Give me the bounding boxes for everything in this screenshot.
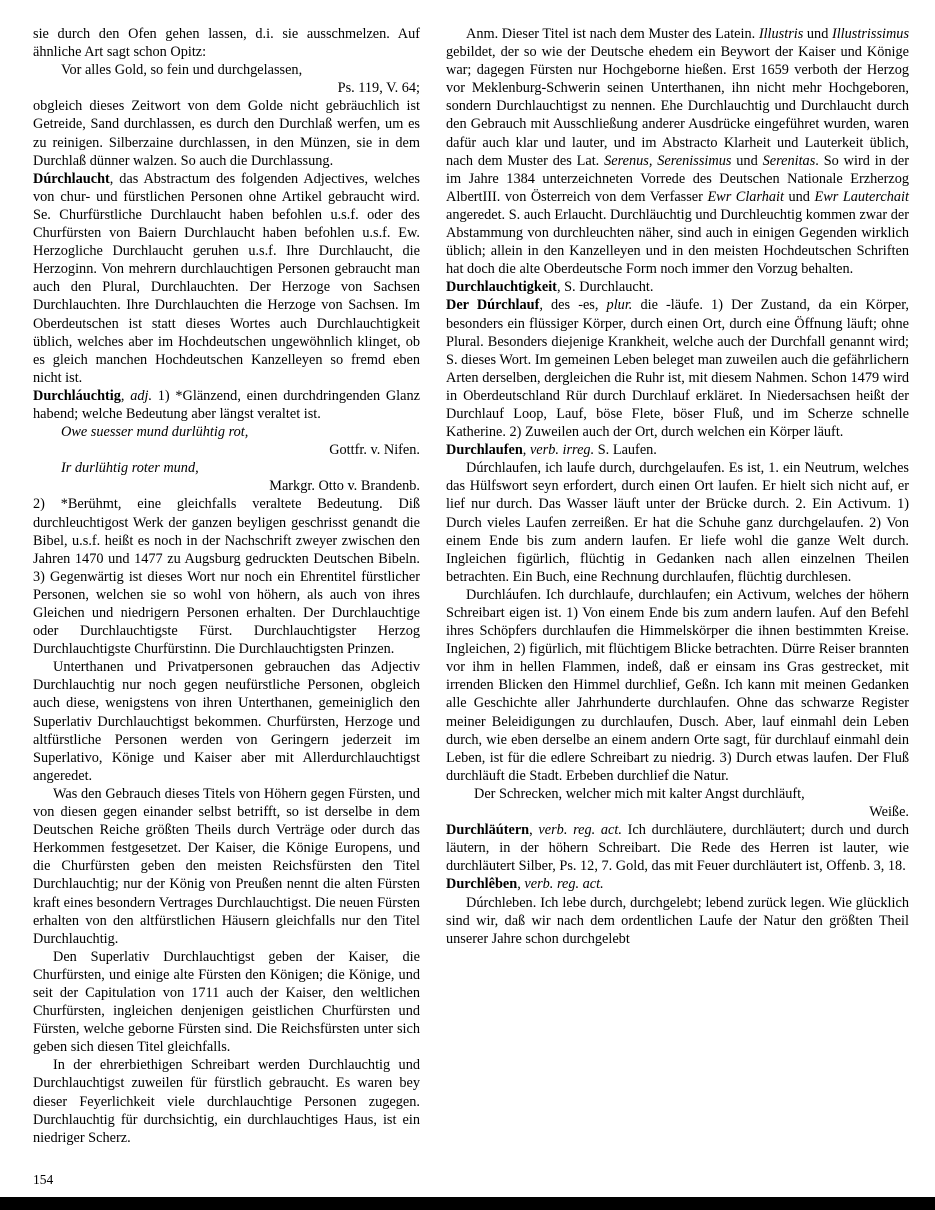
paragraph: [33, 495, 420, 658]
text-segment: und: [803, 26, 832, 42]
verse-line: [33, 459, 420, 477]
text-segment: verb. irreg.: [529, 442, 595, 459]
verse-line: [33, 61, 420, 79]
paragraph: [446, 25, 909, 278]
entry-headword: Dúrchlaucht: [33, 170, 110, 187]
text-segment: Ir durlühtig roter mund,: [61, 460, 199, 477]
text-segment: Was den Gebrauch dieses Titels von Höhern gegen Fürsten, und von diesen gegen einander selbst betrifft, so ist derselbe in dem Deutschen Reiche größten Theils durch Verträge oder durch das Herkommen festgesetzet. Der Kaiser, die Könige Europens, und die Churfürsten geben den meisten Reichsfürsten den Titel Durchlauchtig; nur der König von Preußen nennt die alten Fürsten kraft eines besondern Vertrages Durchlauchtigst. Die neuen Fürsten erhalten von den altfürstlichen Häusern gleichfalls nur den Titel Durchlauchtig.: [33, 785, 420, 947]
text-columns: [33, 25, 909, 1147]
text-segment: Markgr. Otto v. Brandenb.: [269, 478, 420, 495]
text-segment: gebildet, der so wie der Deutsche ehedem ein Beywort der Kaiser und Könige war; dagegen Fürsten nur Hochgeborne hießen. Erst 1659 verboth der Herzog vor Meklenburg-Schwerin seinen Unterthanen, ihn nicht mehr Hochgeboren, sondern Durchlauchtigst zu nennen. Ehe Durchlauchtig und Durchlaucht durch den Gebrauch mit Ausschließung anderer Ausdrücke eingeführet wurden, waren dafür auch klar und lauter, und im Abstracto Klarheit und Lauterkeit üblich, nach dem Muster des Lat.: [446, 44, 909, 169]
paragraph: [33, 387, 420, 423]
text-segment: Ich durchläutere, durchläutert; durch und durch läutern, in der höhern Schreibart. Die Rede des Herren ist lauter, wie durchläutert Silber, Ps. 12, 7. Gold, das mit Feuer durchläutert ist, Offenb. 3, 18.: [446, 822, 909, 875]
paragraph: [446, 296, 909, 441]
text-segment: Ewr Clarhait: [707, 188, 784, 205]
text-segment: 2) *Berühmt, eine gleichfalls veraltete Bedeutung. Diß durchleuchtigost Werk der ganzen beyligen geschrisst genandt die Bibel, u.s.f. heißt es noch in der Nachschrift zweyer zwischen den Jahren 1470 und 1477 zu Augsburg gedruckten Deutschen Bibeln. 3) Gegenwärtig ist dieses Wort nur noch ein Ehrentitel fürstlicher Personen, welchen sie so wohl von höhern, als auch von ihres Gleichen und niedrigern Personen erhalten. Der Durchlauchtige oder Durchlauchtigste Fürst. Durchlauchtigster Herzog Durchlauchtigste Churfürstinn. Die Durchlauchtigsten Prinzen.: [33, 496, 420, 658]
entry-headword: Durchlaufen: [446, 442, 523, 459]
text-segment: sie durch den Ofen gehen lassen, d.i. sie ausschmelzen. Auf ähnliche Art sagt schon Opitz:: [33, 26, 420, 61]
entry-headword: Durchlêben: [446, 876, 518, 893]
citation-attribution: [33, 79, 420, 97]
paragraph: [446, 459, 909, 586]
citation-attribution: [446, 803, 909, 821]
text-segment: verb. reg. act.: [524, 876, 604, 893]
text-segment: Weiße.: [869, 804, 909, 821]
text-segment: Serenitas: [762, 152, 816, 169]
text-segment: ,: [517, 876, 525, 893]
paragraph: [33, 25, 420, 61]
entry-headword: Durchláuchtig: [33, 387, 121, 404]
text-segment: Der Schrecken, welcher mich mit kalter Angst durchläuft,: [474, 785, 805, 802]
paragraph: [446, 278, 909, 296]
citation-attribution: [33, 477, 420, 495]
text-segment: , S. Durchlaucht.: [556, 279, 654, 296]
entry-headword: Der Dúrchlauf: [446, 297, 540, 314]
text-segment: Illustrissimus: [831, 26, 910, 42]
entry-headword: Durchlauchtigkeit: [446, 279, 557, 296]
entry-headword: Durchläútern: [446, 822, 530, 839]
verse-line: [33, 423, 420, 441]
text-segment: Unterthanen und Privatpersonen gebrauchen das Adjectiv Durchlauchtig nur noch gegen neufürstliche Personen, obgleich auch diese, wenigstens von ihren Unterthanen, gemeiniglich den Superlativ Durchlauchtigst bekommen. Churfürsten, Herzoge und altfürstliche Personen werden von Geringern jederzeit im Superlativo, Könige und Kaiser aber mit Allerdurchlauchtigst angeredet.: [33, 659, 420, 784]
left-column: [33, 25, 420, 1147]
paragraph: [33, 948, 420, 1057]
verse-line: [446, 785, 909, 803]
paragraph: [33, 1056, 420, 1146]
text-segment: obgleich dieses Zeitwort von dem Golde nicht gebräuchlich ist Getreide, Sand durchlassen, es durch den Durchlaß werfen, um es zu reinigen. Silberzaine durchlassen, in den Münzen, sie in dem Durchlaß dünner walzen. So auch die Durchlassung.: [33, 98, 420, 169]
text-segment: Owe suesser mund durlühtig rot,: [61, 424, 249, 441]
text-segment: S. Laufen.: [594, 442, 657, 459]
text-segment: ,: [120, 387, 131, 404]
text-segment: adj.: [130, 387, 153, 404]
text-segment: Anm. Dieser Titel ist nach dem Muster des Latein.: [466, 26, 759, 42]
paragraph: [33, 658, 420, 785]
text-segment: Serenus, Serenissimus: [604, 152, 732, 169]
text-segment: Illustris: [758, 26, 804, 42]
text-segment: 1) *Glänzend, einen durchdringenden Glanz habend; welche Bedeutung aber längst veraltet ist.: [33, 387, 420, 422]
text-segment: Ps. 119, V. 64;: [337, 80, 420, 97]
text-segment: verb. reg. act.: [538, 822, 622, 839]
text-segment: Dúrchleben. Ich lebe durch, durchgelebt; lebend zurück legen. Wie glücklich sind wir, daß wir nach dem ordentlichen Laufe der Natur den größten Theil unserer Jahre schon durchgelebt: [446, 894, 909, 947]
text-segment: plur.: [606, 297, 633, 314]
text-segment: ,: [529, 822, 539, 839]
paragraph: [446, 875, 909, 893]
paragraph: [446, 821, 909, 875]
page-number: 154: [33, 1172, 54, 1187]
text-segment: die -läufe. 1) Der Zustand, da ein Körper, besonders ein flüssiger Körper, durch einen Ort, durch eine Öffnung läuft; ohne Plural. Besonders diejenige Krankheit, welche auch der Durchfall genannt wird; S. dieses Wort. Im gemeinen Leben beleget man zuweilen auch die gefährlichern Arten derselben, dergleichen die Ruhr ist, mit diesem Nahmen. Schon 1479 wird in Oberdeutschland Rür durch Durchlauf erkläret. In Niedersachsen heißt der Durchlauf Loop, Lauf, böse Flete, böser Fluß, und im Scherze schnelle Katherine. 2) Zuweilen auch der Ort, durch welchen ein Körper läuft.: [446, 297, 909, 441]
paragraph: [446, 441, 909, 459]
scan-edge-bar: [0, 1197, 935, 1210]
paragraph: [33, 785, 420, 948]
text-segment: Dúrchlaufen, ich laufe durch, durchgelaufen. Es ist, 1. ein Neutrum, welches das Hülfswort seyn erfordert, durch einen Ort laufen. Er hielt sich nicht auf, er lief nur durch. Das Wasser läuft unter der Brücke durch. 2. Ein Activum. 1) Durch vieles Laufen zerreißen. Er hat die Schuhe ganz durchgelaufen. 2) Von einem Ende bis zum andern laufen. Er liefe wohl die ganze Welt durch. Ingleichen figürlich, flüchtig in Gedanken nach allen einzelnen Theilen betrachten. Ein Buch, eine Rechnung durchlaufen, flüchtig durchlesen.: [446, 460, 909, 585]
text-segment: angeredet. S. auch Erlaucht. Durchläuchtig und Durchleuchtig kommen zwar der Abstammung von durchleuchten näher, sind auch in einigen Gegenden wirklich üblich; allein in den Kanzelleyen und in den meisten Hochdeutschen Schriften hat doch die alte Oberdeutsche Form noch immer den Vorzug behalten.: [446, 206, 909, 278]
text-segment: Gottfr. v. Nifen.: [329, 442, 420, 459]
text-segment: ,: [522, 442, 530, 459]
text-segment: und: [784, 188, 815, 205]
citation-attribution: [33, 441, 420, 459]
paragraph: [446, 586, 909, 785]
text-segment: Vor alles Gold, so fein und durchgelassen,: [61, 62, 303, 79]
paragraph: [446, 894, 909, 948]
text-segment: . So wird in der im Jahre 1384 unterzeichneten Vorrede des Deutschen Nationale Erzherzog AlbertIII. von Österreich von dem Verfasser: [446, 152, 909, 205]
text-segment: und: [731, 152, 763, 169]
right-column: [446, 25, 909, 1147]
text-segment: In der ehrerbiethigen Schreibart werden Durchlauchtig und Durchlauchtigst zuweilen für fürstlich gebraucht. Es waren bey dieser Feyerlichkeit viele durchlauchtige Personen zugegen. Durchlauchtig für durchsichtig, ein durchlauchtiges Haus, ist ein niedriger Scherz.: [33, 1057, 420, 1146]
text-segment: , das Abstractum des folgenden Adjectives, welches von chur- und fürstlichen Personen ohne Artikel gebraucht wird. Se. Churfürstliche Durchlaucht haben befohlen u.s.f. oder des Churfürsten von Baiern Durchlaucht haben befohlen u.s.f. Ew. Herzogliche Durchlaucht geruhen u.s.f. Ihre Durchlaucht, die Herzoginn. Von mehrern durchlauchtigen Personen gebraucht man auch den Plural, Durchlauchten. Der Herzoge von Sachsen Durchlauchten. Ihre Durchlauchten die Herzoge von Sachsen. Im Oberdeutschen ist statt dieses Wortes auch Durchlauchtigkeit üblich, welches aber im Hochdeutschen ungewöhnlich klinget, ob es gleich manchen Hochdeutschen Kanzelleyen so fremd eben nicht ist.: [33, 170, 420, 386]
text-segment: Ewr Lauterchait: [814, 188, 909, 205]
paragraph: [33, 97, 420, 169]
text-segment: , des -es,: [539, 297, 607, 314]
paragraph: [33, 170, 420, 387]
text-segment: Den Superlativ Durchlauchtigst geben der Kaiser, die Churfürsten, und einige alte Fürsten den Königen; die Könige, und seit der Capitulation von 1711 auch der Kaiser, den weltlichen Churfürsten, ingleichen denjenigen geistlichen Churfürsten und Fürsten, welche geborne Fürsten sind. Die Reichsfürsten unter sich geben sich diesen Titel gleichfalls.: [33, 948, 420, 1056]
text-segment: Durchláufen. Ich durchlaufe, durchlaufen; ein Activum, welches der höhern Schreibart eigen ist. 1) Von einem Ende bis zum andern laufen. Auf den Befehl ihres Schöpfers durchlaufen die Himmelskörper die ihnen bestimmten Kreise. Ingleichen, 2) figürlich, mit flüchtigem Blicke betrachten. Dürre Reiser brannten vor ihm in hellen Flammen, indeß, daß er einsam ins Gras gestrecket, mit irrenden Blicken den Himmel durchlief, Geßn. Ich kann mit meinen Gedanken alle Geschichte aller Jahrhunderte durchlaufen. Ohne das schwarze Register meiner Beleidigungen zu durchlaufen, Dusch. Aber, lauf einmahl dein Leben durch, wie eben derselbe an einem andern Orte sagt, für durchlauf einmahl dein Leben, ist für die edlere Schreibart zu niedrig. 3) Durch etwas laufen. Der Fluß durchläuft die Stadt. Erbeben durchlief die Natur.: [446, 586, 909, 784]
